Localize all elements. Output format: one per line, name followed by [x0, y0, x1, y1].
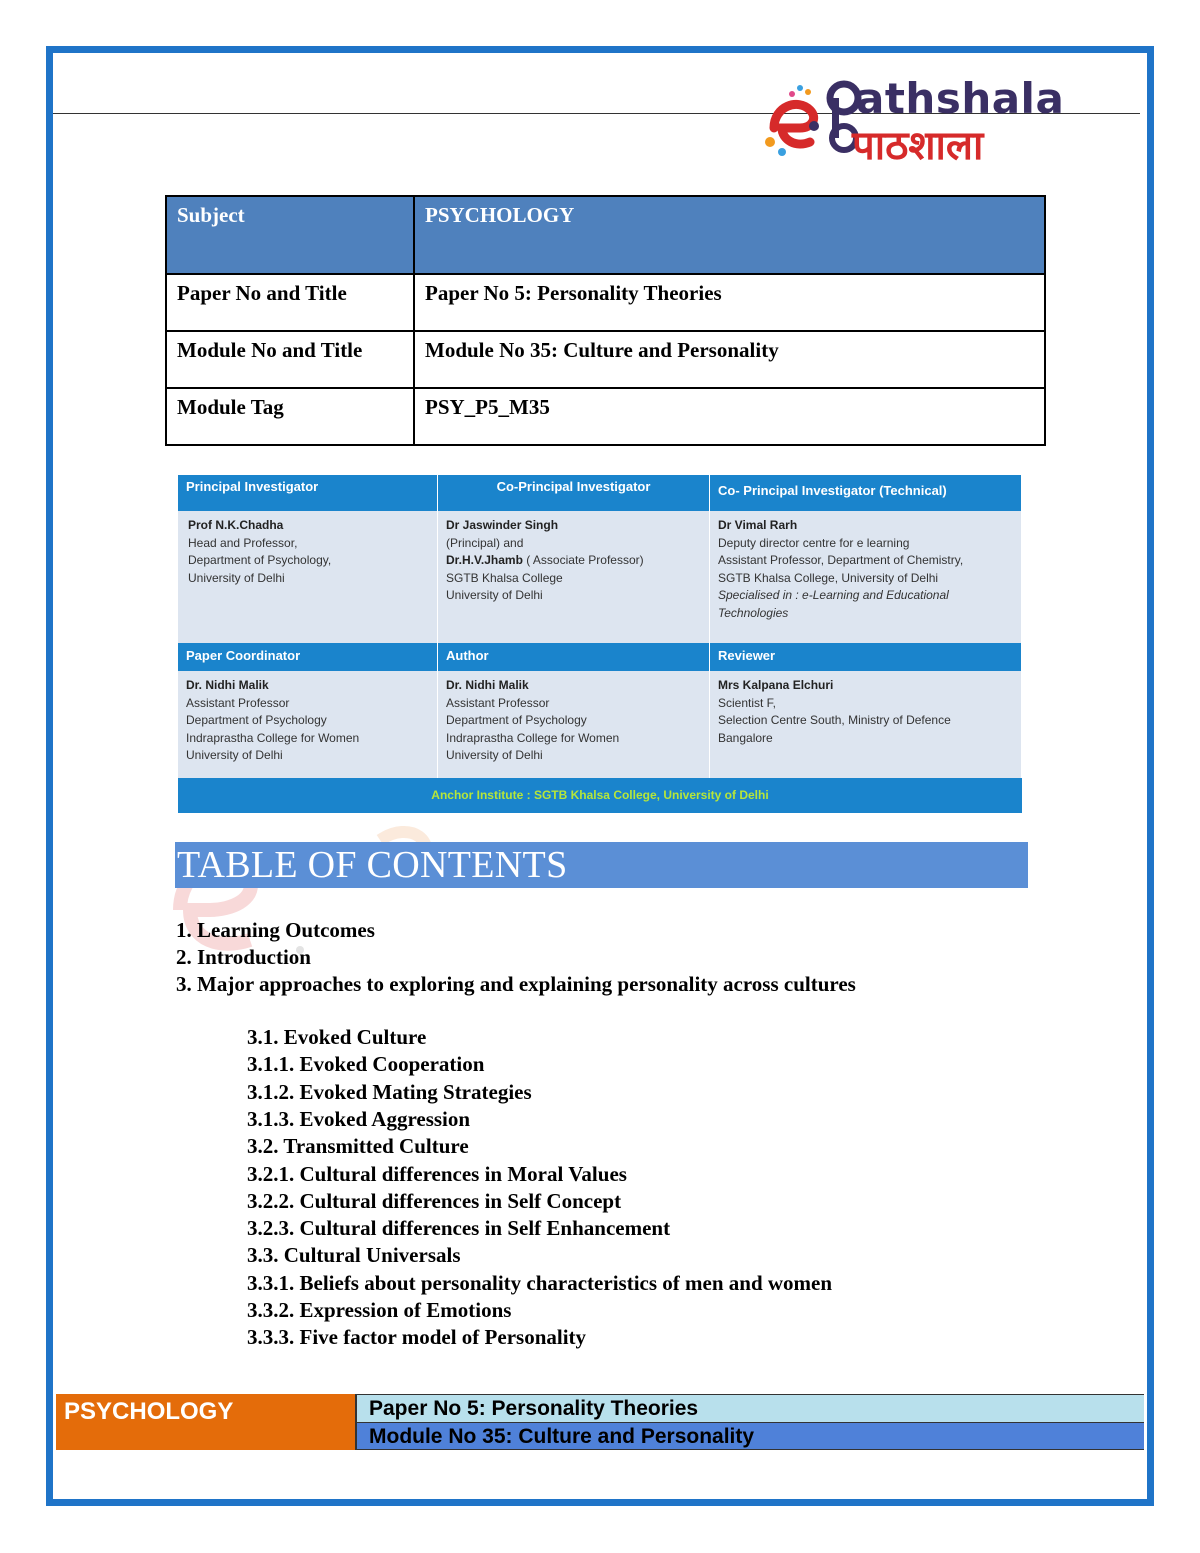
coordinator-line: University of Delhi	[186, 748, 283, 762]
logo-latin-text: athshala	[856, 74, 1065, 123]
author-line: Department of Psychology	[446, 713, 587, 727]
toc-subitem[interactable]: 3.3.2. Expression of Emotions	[247, 1298, 512, 1322]
toc-subitem[interactable]: 3.1.1. Evoked Cooperation	[247, 1052, 485, 1077]
toc-subitem[interactable]: 3.3. Cultural Universals	[247, 1243, 461, 1268]
coordinator-line: Department of Psychology	[186, 713, 327, 727]
copi-cell	[438, 511, 710, 643]
coordinator-line: Indraprastha College for Women	[186, 730, 360, 745]
toc-subitem[interactable]: 3.1.3. Evoked Aggression	[247, 1106, 471, 1131]
table-row	[166, 388, 1045, 445]
toc-item[interactable]: 3. Major approaches to exploring and explaining personality across cultures	[176, 972, 856, 996]
copi-name2: Dr.H.V.Jhamb	[446, 553, 523, 567]
copi-tech-line: Assistant Professor, Department of Chemistry,	[718, 553, 964, 567]
copi-name: Dr Jaswinder Singh	[446, 518, 559, 532]
copi-line: (Principal) and	[446, 535, 524, 550]
copi-line: University of Delhi	[446, 588, 543, 602]
pi-line: Head and Professor,	[188, 535, 298, 550]
pi-line: Department of Psychology,	[188, 553, 332, 567]
reviewer-header: Reviewer	[710, 643, 1022, 671]
footer-module: Module No 35: Culture and Personality	[357, 1422, 1144, 1450]
copi-tech-specialisation: Specialised in : e-Learning and Educational Technologies	[718, 588, 949, 620]
table-row	[166, 331, 1045, 388]
toc-item[interactable]: 1. Learning Outcomes	[176, 918, 375, 942]
pi-cell	[178, 511, 438, 643]
toc-subitem[interactable]: 3.3.1. Beliefs about personality characteristics of men and women	[247, 1270, 833, 1295]
toc-subitem[interactable]: 3.2. Transmitted Culture	[247, 1134, 469, 1159]
module-tag-value: PSY_P5_M35	[414, 388, 1045, 445]
table-row	[166, 274, 1045, 331]
subject-value: PSYCHOLOGY	[414, 196, 1045, 274]
coordinator-line: Assistant Professor	[186, 695, 290, 710]
pi-line: University of Delhi	[188, 570, 285, 585]
reviewer-line: Bangalore	[718, 730, 773, 745]
copi-tech-line: Deputy director centre for e learning	[718, 535, 910, 550]
credits-panel	[178, 475, 1022, 813]
author-cell	[438, 671, 710, 778]
epathshala-logo	[752, 70, 1112, 170]
coordinator-cell	[178, 671, 438, 778]
toc-title: TABLE OF CONTENTS	[175, 842, 1028, 888]
coordinator-name: Dr. Nidhi Malik	[186, 678, 269, 692]
footer-subject: PSYCHOLOGY	[56, 1394, 356, 1450]
module-tag-key: Module Tag	[166, 388, 414, 445]
toc-item[interactable]: 2. Introduction	[176, 945, 311, 969]
toc-subitem[interactable]: 3.2.1. Cultural differences in Moral Values	[247, 1161, 627, 1186]
author-line: University of Delhi	[446, 748, 543, 762]
toc-subitem[interactable]: 3.3.3. Five factor model of Personality	[247, 1325, 587, 1350]
paper-value: Paper No 5: Personality Theories	[414, 274, 1045, 331]
reviewer-name: Mrs Kalpana Elchuri	[718, 678, 834, 692]
reviewer-line: Scientist F,	[718, 695, 777, 710]
table-row	[166, 196, 1045, 274]
module-key: Module No and Title	[166, 331, 414, 388]
paper-key: Paper No and Title	[166, 274, 414, 331]
pi-name: Prof N.K.Chadha	[188, 518, 284, 532]
copi-header: Co-Principal Investigator	[438, 475, 710, 511]
copi-tech-cell	[710, 511, 1022, 643]
copi-name2-suffix: ( Associate Professor)	[522, 553, 644, 567]
copi-tech-name: Dr Vimal Rarh	[718, 518, 798, 532]
author-header: Author	[438, 643, 710, 671]
anchor-institute: Anchor Institute : SGTB Khalsa College, University of Delhi	[178, 778, 1022, 813]
author-line: Indraprastha College for Women	[446, 730, 620, 745]
toc-subitem[interactable]: 3.1. Evoked Culture	[247, 1025, 427, 1049]
pi-header: Principal Investigator	[178, 475, 438, 511]
reviewer-line: Selection Centre South, Ministry of Defence	[718, 713, 951, 727]
copi-line: SGTB Khalsa College	[446, 570, 563, 585]
author-name: Dr. Nidhi Malik	[446, 678, 529, 692]
module-info-table	[165, 195, 1046, 446]
subject-key: Subject	[166, 196, 414, 274]
logo-devanagari-text: पाठशाला	[852, 123, 984, 169]
copi-tech-header: Co- Principal Investigator (Technical)	[710, 475, 1022, 511]
author-line: Assistant Professor	[446, 695, 550, 710]
epathshala-mark-icon	[752, 70, 862, 170]
footer-paper: Paper No 5: Personality Theories	[357, 1394, 1144, 1422]
reviewer-cell	[710, 671, 1022, 778]
toc-subitem[interactable]: 3.2.3. Cultural differences in Self Enhancement	[247, 1216, 671, 1241]
toc-subitem[interactable]: 3.1.2. Evoked Mating Strategies	[247, 1079, 532, 1104]
coordinator-header: Paper Coordinator	[178, 643, 438, 671]
toc-subitem[interactable]: 3.2.2. Cultural differences in Self Concept	[247, 1188, 622, 1213]
module-value: Module No 35: Culture and Personality	[414, 331, 1045, 388]
copi-tech-line: SGTB Khalsa College, University of Delhi	[718, 570, 939, 585]
